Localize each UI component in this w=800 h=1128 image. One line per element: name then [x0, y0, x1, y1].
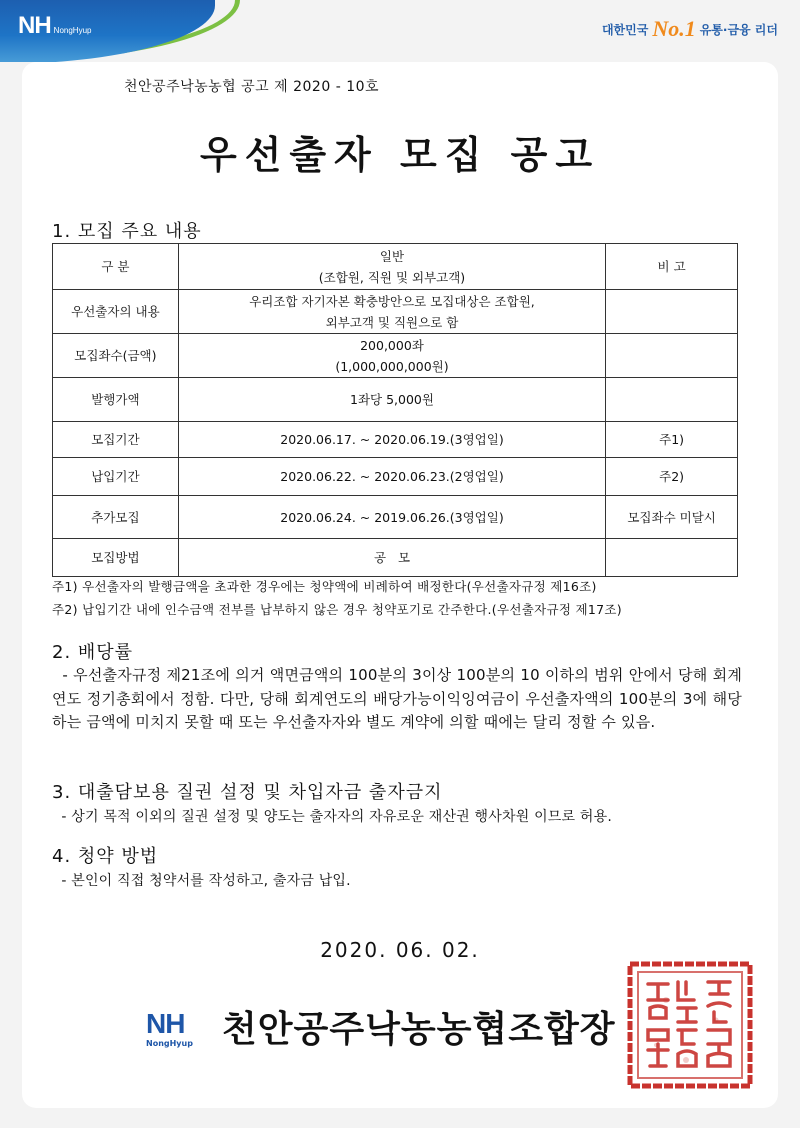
section2-body: - 우선출자규정 제21조에 의거 액면금액의 100분의 3이상 100분의 10 이하의 범위 안에서 당해 회계연도 정기총회에서 정함. 다만, 당해 회계연도의 배당가능이익잉여금이 우선출자액의 100분의 3에 해당하는 금액에 미치지 못할 때 또는 우선출자자와 별도 계약에 의할 때에는 달리 정할 수 있음. [52, 666, 743, 731]
row-note [606, 290, 738, 334]
table-row [53, 496, 738, 539]
nh-logo-bottom [146, 1010, 208, 1048]
row-note: 주2) [606, 458, 738, 496]
nh-logo-bottom-sub: NongHyup [146, 1039, 193, 1048]
table-row [53, 422, 738, 458]
slogan-no1: No.1 [652, 16, 696, 41]
table-header-general-line1: 일반 [379, 248, 405, 264]
page-title: 우선출자 모집 공고 [199, 133, 601, 177]
row-label: 우선출자의 내용 [53, 290, 179, 334]
row-note [606, 539, 738, 577]
section3-heading: 3. 대출담보용 질권 설정 및 차입자금 출자금지 [52, 782, 443, 803]
table-row [53, 290, 738, 334]
table-header-category: 구 분 [53, 244, 179, 290]
table-row [53, 539, 738, 577]
row-value [178, 290, 605, 334]
row-label: 모집좌수(금액) [53, 334, 179, 378]
section4-heading: 4. 청약 방법 [52, 846, 159, 867]
row-label: 발행가액 [53, 378, 179, 422]
issuer-name: 천안공주낙농농협조합장 [222, 1009, 616, 1050]
nh-logo-sub: NongHyup [53, 26, 92, 35]
row-value-line2: (1,000,000,000원) [335, 358, 449, 374]
row-label: 모집방법 [53, 539, 179, 577]
nh-logo-text: NH [18, 12, 51, 39]
table-row [53, 458, 738, 496]
footnote-2: 주2) 납입기간 내에 인수금액 전부를 납부하지 않은 경우 청약포기로 간주한다.(우선출자규정 제17조) [52, 602, 622, 617]
nh-logo [18, 14, 91, 38]
top-banner [0, 0, 800, 62]
row-label: 모집기간 [53, 422, 179, 458]
table-header-general-line2: (조합원, 직원 및 외부고객) [318, 269, 466, 285]
row-value-line2: 외부고객 및 직원으로 함 [325, 314, 459, 330]
table-row [53, 334, 738, 378]
row-note: 모집좌수 미달시 [606, 496, 738, 539]
row-value [178, 334, 605, 378]
slogan-pre: 대한민국 [601, 22, 649, 37]
slogan [602, 16, 778, 42]
row-value-line1: 우리조합 자기자본 확충방안으로 모집대상은 조합원, [249, 293, 535, 309]
nh-logo-bottom-text: NH [146, 1008, 185, 1039]
recruitment-table [52, 243, 738, 577]
table-header-remarks: 비 고 [606, 244, 738, 290]
row-value-line1: 200,000좌 [360, 337, 424, 353]
row-label: 납입기간 [53, 458, 179, 496]
row-value: 2020.06.24. ~ 2019.06.26.(3영업일) [178, 496, 605, 539]
notice-number: 천안공주낙농농협 공고 제 2020 - 10호 [124, 79, 380, 95]
slogan-post: 유통·금융 리더 [699, 22, 778, 37]
row-label: 추가모집 [53, 496, 179, 539]
row-note [606, 378, 738, 422]
section4-body: - 본인이 직접 청약서를 작성하고, 출자금 납입. [52, 873, 351, 889]
footnote-1: 주1) 우선출자의 발행금액을 초과한 경우에는 청약액에 비례하여 배정한다(우선출자규정 제16조) [52, 579, 597, 594]
section1-heading: 1. 모집 주요 내용 [52, 221, 202, 242]
row-value: 공 모 [178, 539, 605, 577]
row-value: 2020.06.22. ~ 2020.06.23.(2영업일) [178, 458, 605, 496]
section2-heading: 2. 배당률 [52, 642, 134, 663]
table-row [53, 378, 738, 422]
table-header-general [178, 244, 605, 290]
row-value: 2020.06.17. ~ 2020.06.19.(3영업일) [178, 422, 605, 458]
official-seal-icon [626, 960, 754, 1090]
row-value: 1좌당 5,000원 [178, 378, 605, 422]
row-note: 주1) [606, 422, 738, 458]
row-note [606, 334, 738, 378]
table-header-row [53, 244, 738, 290]
notice-date: 2020. 06. 02. [320, 938, 480, 962]
section3-body: - 상기 목적 이외의 질권 설정 및 양도는 출자자의 자유로운 재산권 행사차원 이므로 허용. [52, 809, 613, 825]
